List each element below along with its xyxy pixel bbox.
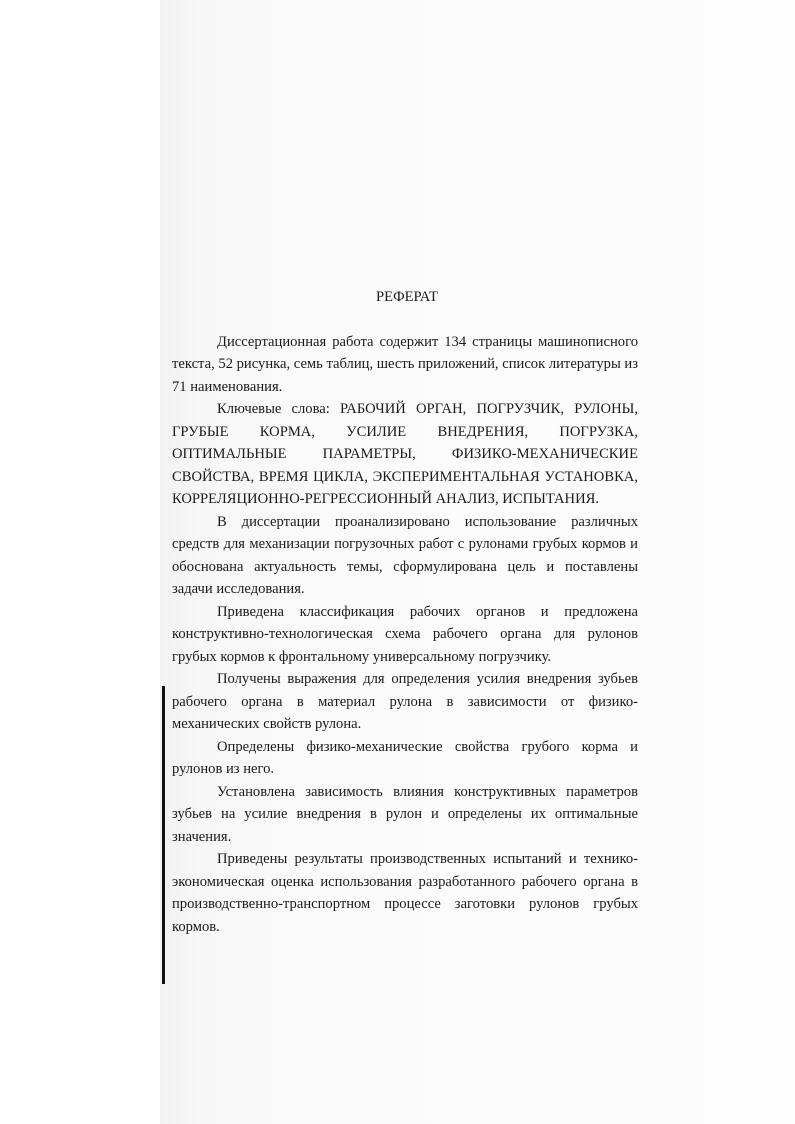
paragraph-results: Приведены результаты производственных испытаний и технико-экономическая оценка использования разработанного рабочего органа в производственно-транспортном процессе заготовки рулонов грубых кормов. — [172, 851, 638, 935]
paragraph-dependence: Установлена зависимость влияния конструктивных параметров зубьев на усилие внедрения в рулон и определены их оптимальные значения. — [172, 783, 638, 845]
page-title: РЕФЕРАТ — [376, 289, 438, 305]
paragraph-keywords: Ключевые слова: РАБОЧИЙ ОРГАН, ПОГРУЗЧИК, РУЛОНЫ, ГРУБЫЕ КОРМА, УСИЛИЕ ВНЕДРЕНИЯ, ПОГРУЗКА, ОПТИМАЛЬНЫЕ ПАРАМЕТРЫ, ФИЗИКО-МЕХАНИЧЕСКИЕ СВОЙСТВА, ВРЕМЯ ЦИКЛА, ЭКСПЕРИМЕНТАЛЬНАЯ УСТАНОВКА, КОРРЕЛЯЦИОННО-РЕГРЕССИОННЫЙ АНАЛИЗ, ИСПЫТАНИЯ. — [172, 401, 638, 507]
abstract-page — [172, 286, 638, 938]
paragraph-classification: Приведена классификация рабочих органов и предложена конструктивно-технологическая схема рабочего органа для рулонов грубых кормов к фронтальному универсальному погрузчику. — [172, 603, 638, 665]
paragraph-properties: Определены физико-механические свойства грубого корма и рулонов из него. — [172, 738, 638, 777]
paragraph-expressions: Получены выражения для определения усилия внедрения зубьев рабочего органа в материал рулона в зависимости от физико-механических свойств рулона. — [172, 671, 638, 732]
paragraph-analysis: В диссертации проанализировано использование различных средств для механизации погрузочных работ с рулонами грубых кормов и обоснована актуальность темы, сформулирована цель и поставлены задачи исследования. — [172, 513, 638, 597]
paragraph-volume: Диссертационная работа содержит 134 страницы машинописного текста, 52 рисунка, семь таблиц, шесть приложений, список литературы из 71 наименования. — [172, 333, 638, 395]
binding-edge-shadow — [162, 686, 165, 984]
